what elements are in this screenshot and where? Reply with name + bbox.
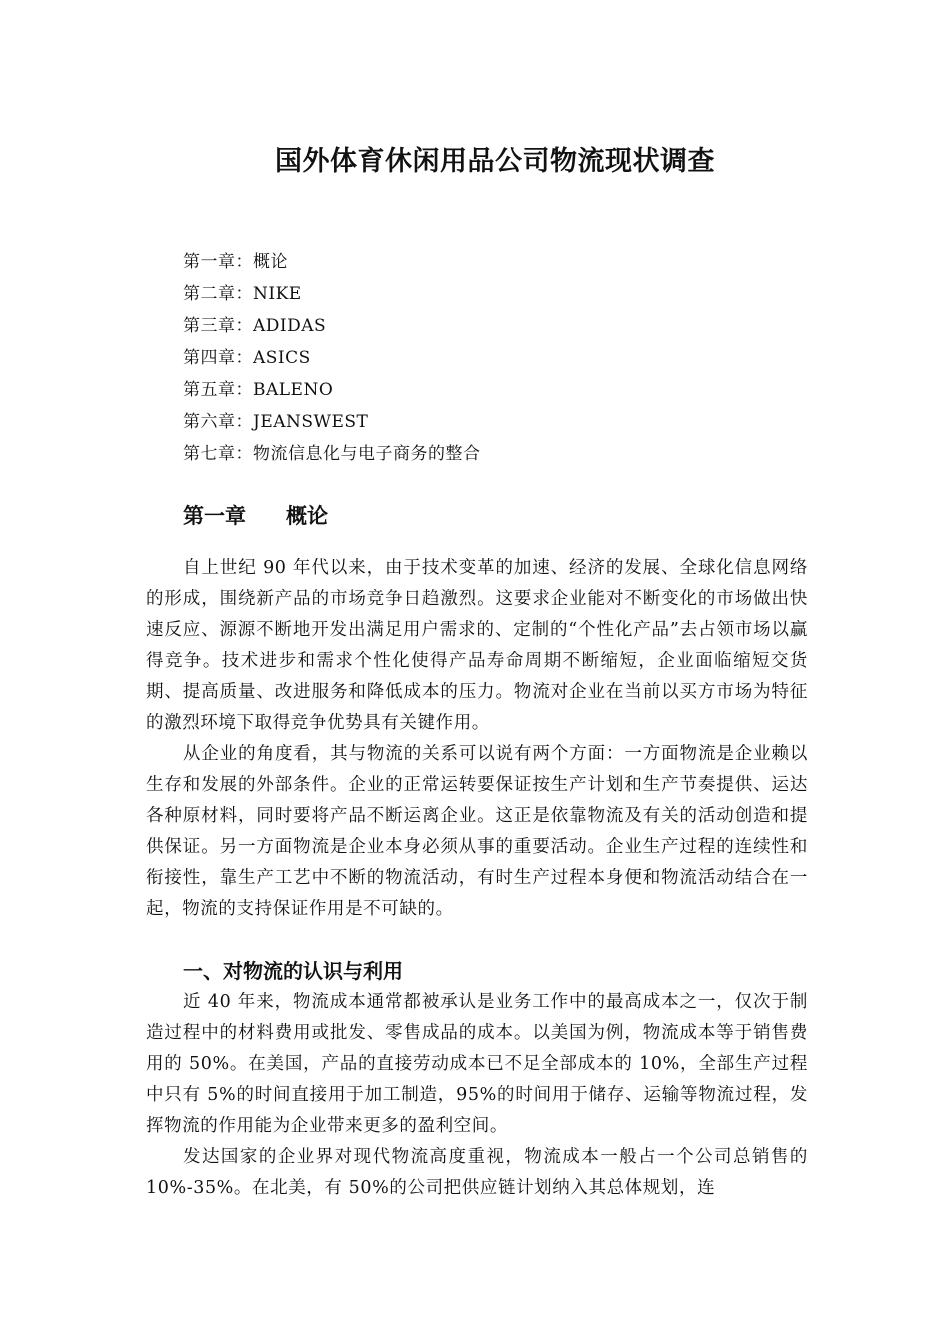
toc-item-chapter-4: 第四章：ASICS: [183, 348, 311, 368]
toc-item-chapter-5: 第五章：BALENO: [183, 380, 334, 400]
section-body: [146, 987, 808, 1204]
toc-item-chapter-2: 第二章：NIKE: [183, 284, 302, 304]
document-title: 国外体育休闲用品公司物流现状调查: [275, 146, 715, 177]
toc-item-chapter-3: 第三章：ADIDAS: [183, 316, 327, 336]
section-heading: 一、对物流的认识与利用: [183, 959, 403, 983]
chapter-name: 概论: [286, 504, 328, 528]
chapter-number: 第一章: [183, 504, 246, 528]
paragraph: 从企业的角度看，其与物流的关系可以说有两个方面：一方面物流是企业赖以生存和发展的外部条件。企业的正常运转要保证按生产计划和生产节奏提供、运达各种原材料，同时要将产品不断运离企业。这正是依靠物流及有关的活动创造和提供保证。另一方面物流是企业本身必须从事的重要活动。企业生产过程的连续性和衔接性，靠生产工艺中不断的物流活动，有时生产过程本身便和物流活动结合在一起，物流的支持保证作用是不可缺的。: [146, 744, 808, 919]
chapter-body: [146, 553, 808, 925]
paragraph: 近 40 年来，物流成本通常都被承认是业务工作中的最高成本之一，仅次于制造过程中的材料费用或批发、零售成品的成本。以美国为例，物流成本等于销售费用的 50%。在美国，产品的直接劳动成本已不足全部成本的 10%，全部生产过程中只有 5%的时间直接用于加工制造，95%的时间用于储存、运输等物流过程，发挥物流的作用能为企业带来更多的盈利空间。: [146, 992, 808, 1136]
chapter-heading: [183, 498, 328, 534]
toc-item-chapter-6: 第六章：JEANSWEST: [183, 412, 369, 432]
paragraph: 发达国家的企业界对现代物流高度重视，物流成本一般占一个公司总销售的 10%-35%。在北美，有 50%的公司把供应链计划纳入其总体规划，连: [146, 1147, 808, 1198]
toc-item-chapter-7: 第七章：物流信息化与电子商务的整合: [183, 444, 481, 464]
table-of-contents: [183, 246, 481, 470]
paragraph: 自上世纪 90 年代以来，由于技术变革的加速、经济的发展、全球化信息网络的形成，围绕新产品的市场竞争日趋激烈。这要求企业能对不断变化的市场做出快速反应、源源不断地开发出满足用户需求的、定制的“个性化产品”去占领市场以赢得竞争。技术进步和需求个性化使得产品寿命周期不断缩短，企业面临缩短交货期、提高质量、改进服务和降低成本的压力。物流对企业在当前以买方市场为特征的激烈环境下取得竞争优势具有关键作用。: [146, 558, 808, 733]
toc-item-chapter-1: 第一章：概论: [183, 252, 288, 272]
